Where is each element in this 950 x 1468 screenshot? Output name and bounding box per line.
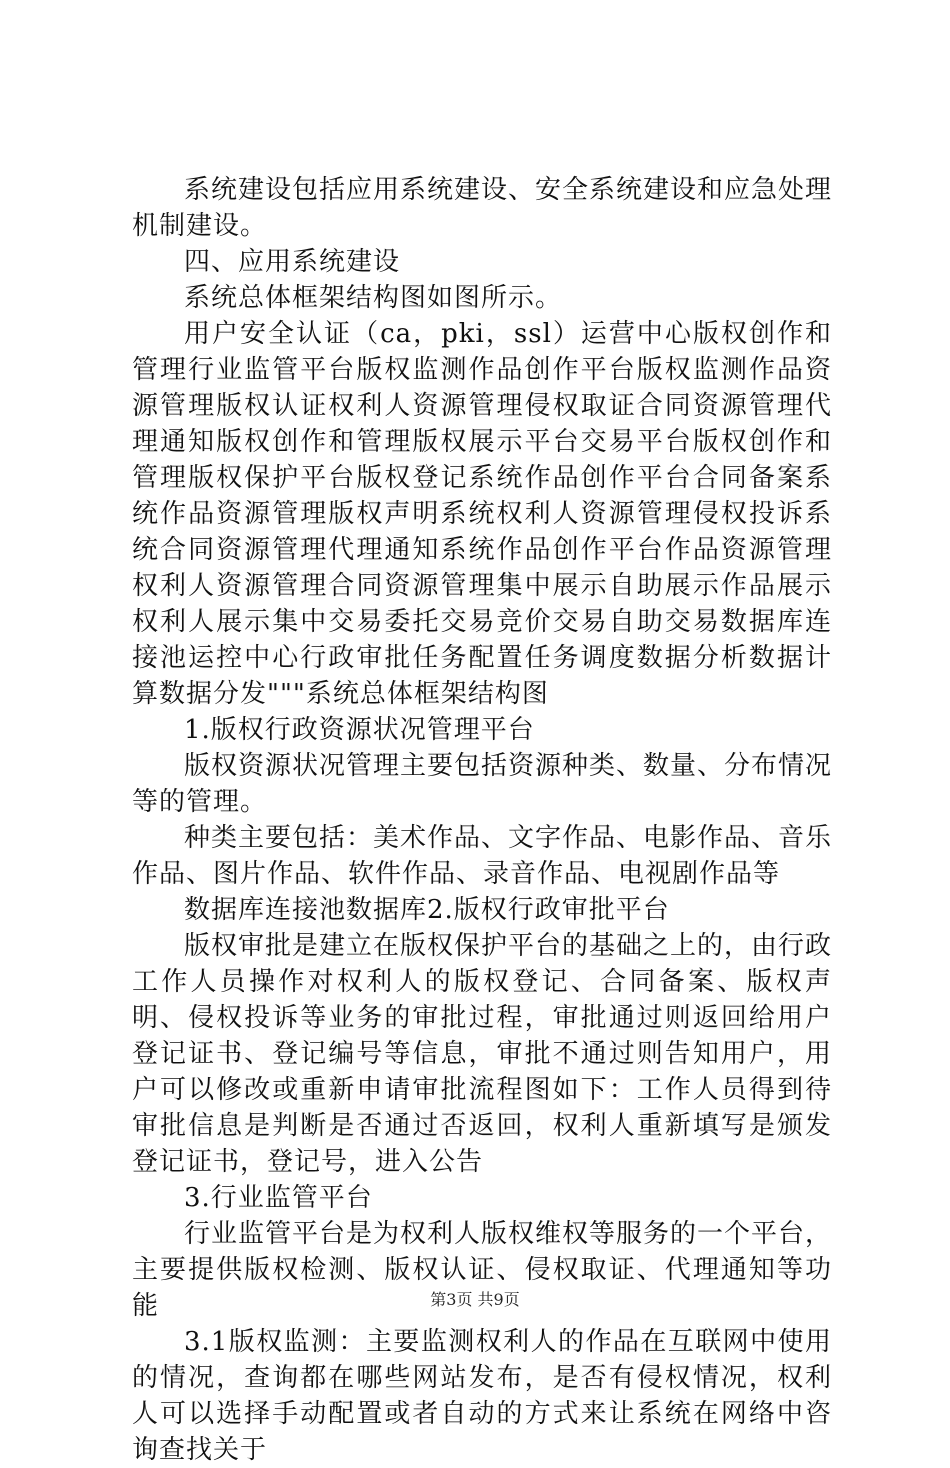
section-heading-application-system: 四、应用系统建设 <box>184 247 401 277</box>
page-footer: 第3页 共9页 <box>430 1290 520 1309</box>
document-body <box>132 172 832 1468</box>
paragraph-framework-intro: 系统总体框架结构图如图所示。 <box>184 283 563 313</box>
paragraph-approval-process: 版权审批是建立在版权保护平台的基础之上的，由行政工作人员操作对权利人的版权登记、合同备案、版权声明、侵权投诉等业务的审批过程，审批通过则返回给用户登记证书、登记编号等信息，审批不通过则告知用户，用户可以修改或重新申请审批流程图如下：工作人员得到待审批信息是判断是否通过否返回，权利人重新填写是颁发登记证书，登记号，进入公告 <box>132 931 833 1177</box>
paragraph-resource-types: 种类主要包括：美术作品、文字作品、电影作品、音乐作品、图片作品、软件作品、录音作品、电视剧作品等 <box>132 823 833 889</box>
paragraph-approval-platform-heading: 数据库连接池数据库2.版权行政审批平台 <box>184 895 670 925</box>
paragraph-resource-management: 版权资源状况管理主要包括资源种类、数量、分布情况等的管理。 <box>132 751 833 817</box>
section-heading-industry-supervision: 3.行业监管平台 <box>184 1183 373 1213</box>
paragraph-framework-diagram-text: 用户安全认证（ca，pki，ssl）运营中心版权创作和管理行业监管平台版权监测作品创作平台版权监测作品资源管理版权认证权利人资源管理侵权取证合同资源管理代理通知版权创作和管理版权展示平台交易平台版权创作和管理版权保护平台版权登记系统作品创作平台合同备案系统作品资源管理版权声明系统权利人资源管理侵权投诉系统合同资源管理代理通知系统作品创作平台作品资源管理权利人资源管理合同资源管理集中展示自助展示作品展示权利人展示集中交易委托交易竞价交易自助交易数据库连接池运控中心行政审批任务配置任务调度数据分析数据计算数据分发"""系统总体框架结构图 <box>132 319 832 709</box>
paragraph-system-construction: 系统建设包括应用系统建设、安全系统建设和应急处理机制建设。 <box>132 175 833 241</box>
section-heading-resource-management: 1.版权行政资源状况管理平台 <box>184 715 535 745</box>
paragraph-industry-supervision: 行业监管平台是为权利人版权维权等服务的一个平台，主要提供版权检测、版权认证、侵权取证、代理通知等功能 <box>132 1219 833 1321</box>
paragraph-copyright-monitoring: 3.1版权监测：主要监测权利人的作品在互联网中使用的情况，查询都在哪些网站发布，是否有侵权情况，权利人可以选择手动配置或者自动的方式来让系统在网络中咨询查找关于 <box>132 1327 832 1465</box>
